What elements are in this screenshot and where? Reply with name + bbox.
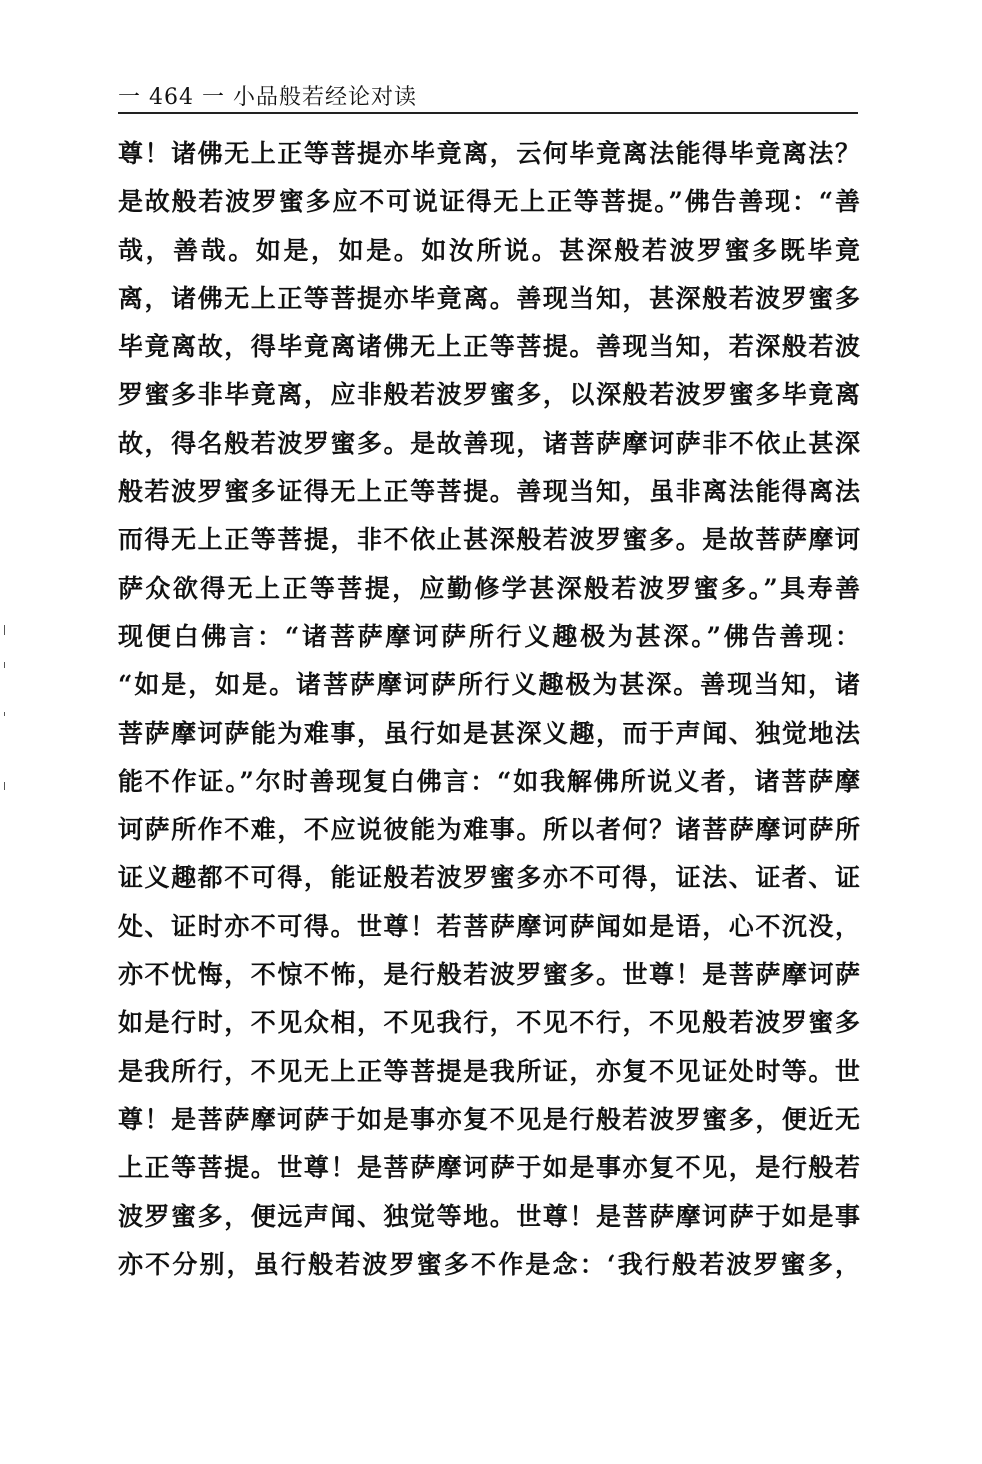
text-line: 处、证时亦不可得。世尊！若菩萨摩诃萨闻如是语，心不沉没， bbox=[118, 911, 860, 941]
text-line: 证义趣都不可得，能证般若波罗蜜多亦不可得，证法、证者、证 bbox=[118, 863, 860, 893]
scan-margin-mark bbox=[4, 662, 5, 668]
text-line: 菩萨摩诃萨能为难事，虽行如是甚深义趣，而于声闻、独觉地法 bbox=[118, 718, 860, 748]
text-line: 罗蜜多非毕竟离，应非般若波罗蜜多，以深般若波罗蜜多毕竟离 bbox=[118, 380, 860, 410]
text-line: 尊！诸佛无上正等菩提亦毕竟离，云何毕竟离法能得毕竟离法？ bbox=[118, 139, 860, 168]
body-text bbox=[118, 130, 860, 1289]
text-line: 波罗蜜多，便远声闻、独觉等地。世尊！是菩萨摩诃萨于如是事 bbox=[118, 1201, 860, 1231]
page-header bbox=[118, 78, 858, 118]
text-line: 毕竟离故，得毕竟离诸佛无上正等菩提。善现当知，若深般若波 bbox=[118, 332, 860, 362]
text-line: 哉，善哉。如是，如是。如汝所说。甚深般若波罗蜜多既毕竟 bbox=[118, 235, 860, 265]
running-header: 一 464 一 小品般若经论对读 bbox=[118, 85, 417, 110]
text-line: 亦不忧悔，不惊不怖，是行般若波罗蜜多。世尊！是菩萨摩诃萨 bbox=[118, 960, 860, 990]
text-line: 能不作证。”尔时善现复白佛言：“如我解佛所说义者，诸菩萨摩 bbox=[118, 766, 860, 796]
scan-margin-mark bbox=[4, 712, 5, 716]
header-rule bbox=[118, 112, 858, 114]
scan-margin-mark bbox=[4, 782, 5, 790]
text-line: 亦不分别，虽行般若波罗蜜多不作是念：‘我行般若波罗蜜多， bbox=[118, 1249, 860, 1279]
text-line: 如是行时，不见众相，不见我行，不见不行，不见般若波罗蜜多 bbox=[118, 1008, 860, 1038]
text-line: 现便白佛言：“诸菩萨摩诃萨所行义趣极为甚深。”佛告善现： bbox=[118, 621, 860, 651]
text-line: 而得无上正等菩提，非不依止甚深般若波罗蜜多。是故菩萨摩诃 bbox=[118, 525, 860, 555]
text-line: 故，得名般若波罗蜜多。是故善现，诸菩萨摩诃萨非不依止甚深 bbox=[118, 428, 860, 458]
text-line: 是故般若波罗蜜多应不可说证得无上正等菩提。”佛告善现：“善 bbox=[118, 187, 860, 217]
scan-margin-mark bbox=[4, 625, 5, 635]
text-line: 尊！是菩萨摩诃萨于如是事亦复不见是行般若波罗蜜多，便近无 bbox=[118, 1104, 860, 1134]
text-line: “如是，如是。诸菩萨摩诃萨所行义趣极为甚深。善现当知，诸 bbox=[118, 670, 860, 700]
text-line: 上正等菩提。世尊！是菩萨摩诃萨于如是事亦复不见，是行般若 bbox=[118, 1153, 860, 1183]
text-line: 诃萨所作不难，不应说彼能为难事。所以者何？诸菩萨摩诃萨所 bbox=[118, 815, 860, 845]
text-line: 离，诸佛无上正等菩提亦毕竟离。善现当知，甚深般若波罗蜜多 bbox=[118, 283, 860, 313]
text-line: 萨众欲得无上正等菩提，应勤修学甚深般若波罗蜜多。”具寿善 bbox=[118, 573, 860, 603]
text-line: 是我所行，不见无上正等菩提是我所证，亦复不见证处时等。世 bbox=[118, 1056, 860, 1086]
text-line: 般若波罗蜜多证得无上正等菩提。善现当知，虽非离法能得离法 bbox=[118, 477, 860, 507]
